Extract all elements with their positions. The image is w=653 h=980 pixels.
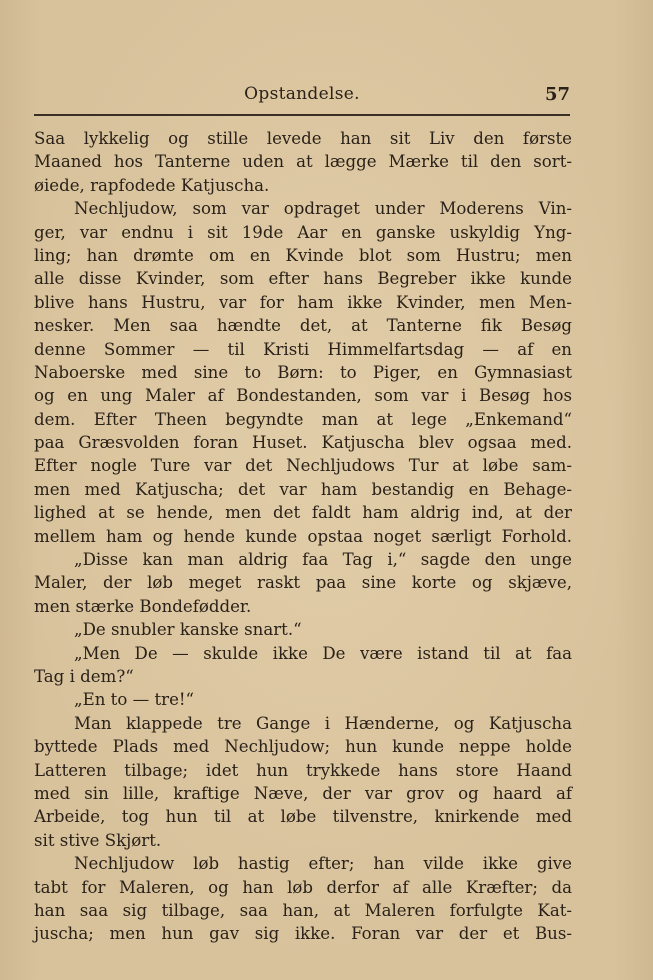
text-line: Efter nogle Ture var det Nechljudows Tur at løbe sam- — [34, 456, 572, 476]
text-line: ling; han drømte om en Kvinde blot som Hustru; men — [34, 245, 572, 265]
text-line: „De snubler kanske snart.“ — [74, 620, 302, 640]
text-line: men med Katjuscha; det var ham bestandig en Behage- — [34, 479, 572, 499]
text-line: „Men De — skulde ikke De være istand til at faa — [74, 643, 572, 663]
text-line: denne Sommer — til Kristi Himmelfartsdag — af en — [34, 339, 572, 359]
body-text — [34, 127, 572, 946]
text-line: Arbeide, tog hun til at løbe tilvenstre, knirkende med — [34, 807, 572, 827]
text-line: dem. Efter Theen begyndte man at lege „Enkemand“ — [34, 409, 572, 429]
text-line: blive hans Hustru, var for ham ikke Kvinder, men Men- — [34, 292, 572, 312]
page-number: 57 — [544, 84, 570, 105]
page-header — [34, 84, 570, 108]
text-line: Nechljudow, som var opdraget under Moderens Vin- — [74, 199, 572, 219]
text-line: Maaned hos Tanterne uden at lægge Mærke til den sort- — [34, 152, 572, 172]
text-line: Tag i dem?“ — [34, 666, 134, 686]
text-line: Latteren tilbage; idet hun trykkede hans store Haand — [34, 760, 572, 780]
text-line: paa Græsvolden foran Huset. Katjuscha blev ogsaa med. — [34, 433, 572, 453]
text-line: Naboerske med sine to Børn: to Piger, en Gymnasiast — [34, 362, 572, 382]
text-line: Saa lykkelig og stille levede han sit Liv den første — [34, 129, 572, 148]
text-line: Maler, der løb meget raskt paa sine korte og skjæve, — [34, 573, 572, 593]
text-line: mellem ham og hende kunde opstaa noget særligt Forhold. — [34, 526, 572, 546]
text-line: „Disse kan man aldrig faa Tag i,“ sagde den unge — [74, 550, 572, 570]
text-line: ger, var endnu i sit 19de Aar en ganske uskyldig Yng- — [34, 222, 572, 242]
text-line: lighed at se hende, men det faldt ham aldrig ind, at der — [34, 503, 572, 523]
text-line: juscha; men hun gav sig ikke. Foran var der et Bus- — [34, 924, 572, 944]
text-line: „En to — tre!“ — [74, 690, 195, 710]
text-line: og en ung Maler af Bondestanden, som var i Besøg hos — [34, 386, 572, 406]
text-line: øiede, rapfodede Katjuscha. — [34, 175, 270, 195]
text-line: alle disse Kvinder, som efter hans Begreber ikke kunde — [34, 269, 572, 289]
text-line: nesker. Men saa hændte det, at Tanterne fik Besøg — [34, 316, 572, 336]
running-title: Opstandelse. — [244, 84, 360, 104]
text-line: Nechljudow løb hastig efter; han vilde ikke give — [74, 854, 572, 874]
text-line: Man klappede tre Gange i Hænderne, og Katjuscha — [74, 713, 572, 733]
text-line: han saa sig tilbage, saa han, at Maleren forfulgte Kat- — [34, 900, 572, 920]
text-line: men stærke Bondefødder. — [34, 596, 252, 616]
text-line: tabt for Maleren, og han løb derfor af alle Kræfter; da — [34, 877, 572, 897]
text-line: sit stive Skjørt. — [34, 830, 162, 850]
text-line: byttede Plads med Nechljudow; hun kunde neppe holde — [34, 737, 572, 757]
text-line: med sin lille, kraftige Næve, der var grov og haard af — [34, 783, 572, 803]
header-rule — [34, 114, 570, 116]
